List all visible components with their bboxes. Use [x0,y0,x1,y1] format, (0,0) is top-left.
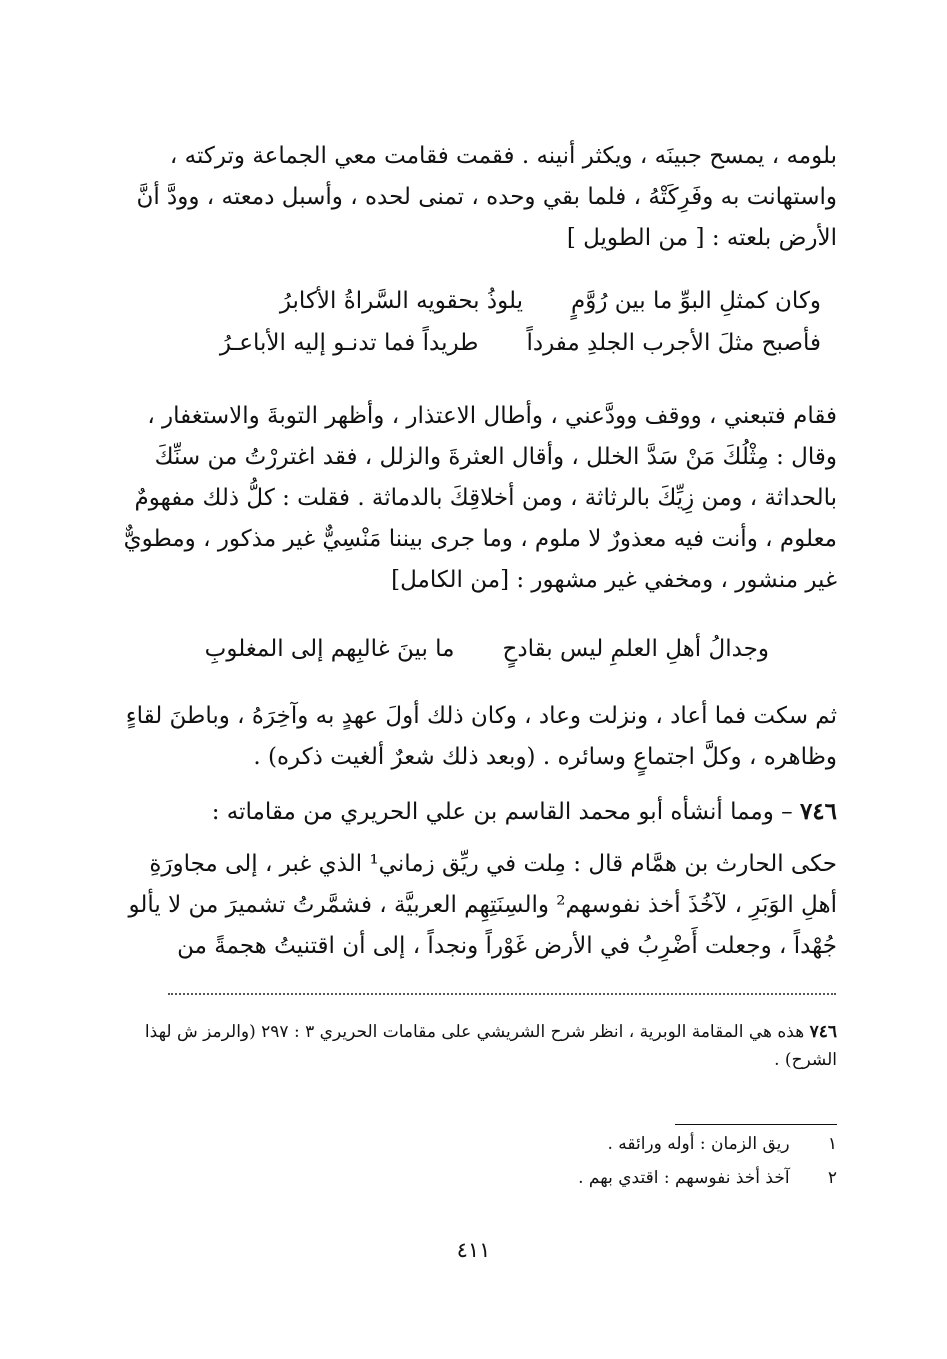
footnote-number: ٧٤٦ [809,1022,837,1042]
text-line: فقام فتبعني ، ووقف وودَّعني ، وأطال الاعتذار ، وأظهر التوبةَ والاستغفار ، [147,403,837,429]
footnote-item [607,1134,837,1154]
verse-hemistich-second: يلوذُ بحقويه السَّراةُ الأكابرُ [279,288,524,314]
verse-line [220,280,821,322]
verse-block-2 [205,628,769,670]
text-line: الأرض بلعته : [ من الطويل ] [566,225,837,251]
verse-hemistich-second: طريداً فما تدنـو إليه الأباعـرُ [219,330,479,356]
verse-line [220,322,821,364]
footnote-text: هذه هي المقامة الوبرية ، انظر شرح الشريشي على مقامات الحريري ٣ : ٢٩٧ (والرمز ش لهذا الشرح) . [144,1022,837,1070]
verse-hemistich-first: فأصبح مثلَ الأجرب الجلدِ مفرداً [526,330,821,356]
footnote-rule [675,1124,837,1125]
text-line: أهلِ الوَبَرِ ، لآخُذَ أخذ نفوسهم² والسِنَتِهِم العربيَّة ، فشمَّرتُ تشميرَ من لا يألو [128,892,837,918]
main-footnote [110,1018,837,1074]
paragraph-2 [110,396,837,601]
verse-line [205,628,769,670]
text-line: جُهْداً ، وجعلت أَضْرِبُ في الأرض غَوْراً ونجداً ، إلى أن اقتنيتُ هجمةً من [177,933,837,959]
text-line: بلومه ، يمسح جبينَه ، ويكثر أنينه . فقمت فقامت معي الجماعة وتركته ، [169,143,837,169]
text-line: غير منشور ، ومخفي غير مشهور : [من الكامل] [391,567,837,593]
paragraph-1 [110,136,837,259]
text-line: ثم سكت فما أعاد ، ونزلت وعاد ، وكان ذلك أولَ عهدٍ به وآخِرَهُ ، وباطنَ لقاءٍ [125,703,837,729]
section-title: – ومما أنشأه أبو محمد القاسم بن علي الحريري من مقاماته : [211,799,793,825]
text-line: حكى الحارث بن همَّام قال : مِلت في ريِّق زماني¹ الذي غبر ، إلى مجاورَةِ [149,851,837,877]
section-heading [212,798,837,825]
text-line: وظاهره ، وكلَّ اجتماعٍ وسائره . (وبعد ذلك شعرٌ ألغيت ذكره) . [253,744,837,770]
verse-hemistich-first: وجدالُ أهلِ العلمِ ليس بقادحٍ [502,636,769,662]
section-number: ٧٤٦ [799,798,837,825]
text-line: معلوم ، وأنت فيه معذورٌ لا ملوم ، وما جرى بيننا مَنْسِيٌّ غير مذكور ، ومطويٌّ [123,526,837,552]
footnote-marker: ٢ [827,1168,837,1188]
text-line: واستهانت به وفَرِكَتْهُ ، فلما بقي وحده ، تمنى لحده ، وأسبل دمعته ، وودَّ أنَّ [136,184,837,210]
footnote-item [578,1168,837,1188]
footnote-text: آخذ أخذ نفوسهم : اقتدي بهم . [578,1168,790,1188]
dotted-separator [168,993,836,995]
verse-hemistich-first: وكان كمثلِ البوِّ ما بين رُوَّمٍ [571,288,821,314]
footnote-text: ريق الزمان : أوله ورائقه . [607,1134,790,1154]
paragraph-3 [110,696,837,778]
footnote-marker: ١ [827,1134,837,1154]
paragraph-4 [110,844,837,967]
text-line: وقال : مِثْلُكَ مَنْ سَدَّ الخلل ، وأقال العثرةَ والزلل ، فقد اغتررْتُ من سنِّكَ [154,444,837,470]
text-line: بالحداثة ، ومن زِيِّكَ بالرثاثة ، ومن أخلاقِكَ بالدماثة . فقلت : كلُّ ذلك مفهومٌ [134,485,837,511]
page-number: ٤١١ [456,1238,491,1262]
verse-block-1 [220,280,821,364]
verse-hemistich-second: ما بينَ غالبِهم إلى المغلوبِ [204,636,455,662]
